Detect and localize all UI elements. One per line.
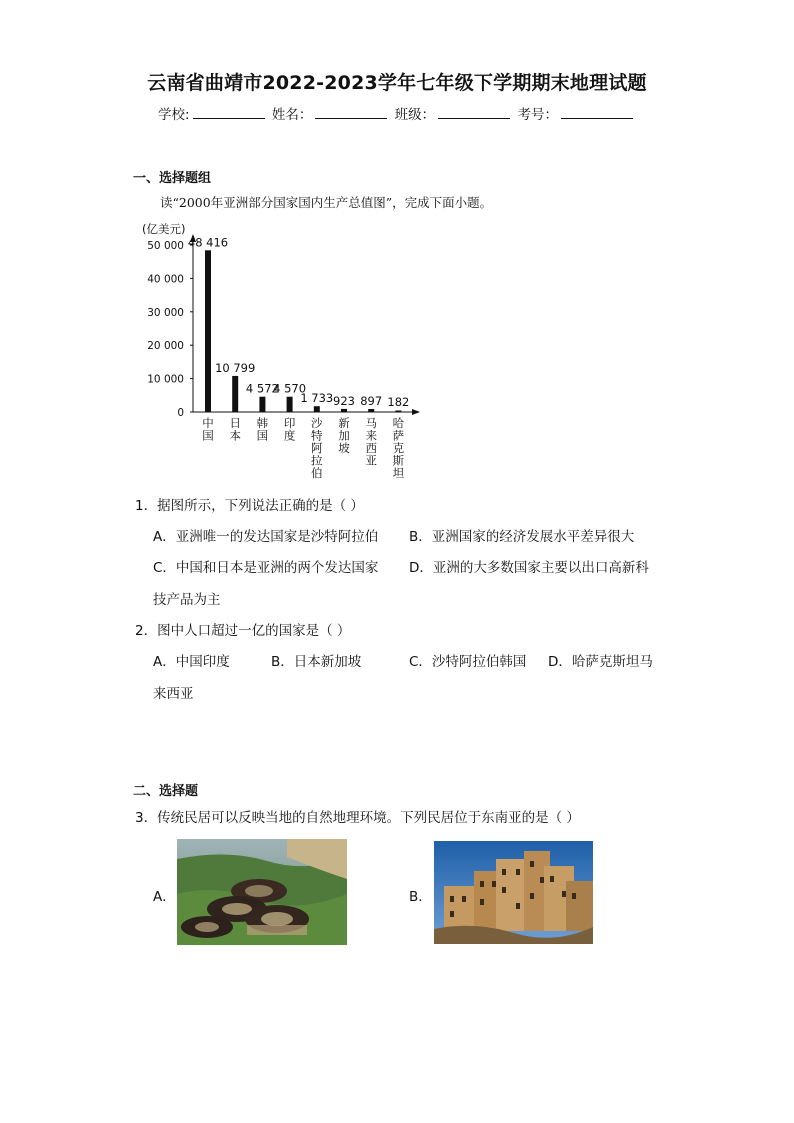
q1-option-d-continued: 技产品为主 [153,592,221,608]
q2-option-c[interactable]: C．沙特阿拉伯韩国 [409,654,527,670]
name-blank[interactable] [315,106,387,119]
school-blank[interactable] [193,106,265,119]
page-title: 云南省曲靖市2022-2023学年七年级下学期期末地理试题 [147,72,647,94]
question-3-stem: 3．传统民居可以反映当地的自然地理环境。下列民居位于东南亚的是（ ） [135,810,580,826]
x-category-char: 特 [311,428,323,443]
x-category-char: 坡 [338,441,350,455]
school-label: 学校: [158,107,190,123]
bar [259,397,265,412]
x-category-char: 亚 [365,453,377,468]
tower-houses-image [434,841,593,944]
y-tick-label: 0 [177,407,184,419]
q3-option-a-label[interactable]: A． [153,889,176,905]
x-category-char: 马 [365,416,377,430]
x-category-char: 印 [283,416,296,430]
stone-tower-houses-photo[interactable] [434,841,593,944]
x-category-char: 加 [338,428,350,443]
bar [368,409,374,412]
question-1-stem: 1．据图所示，下列说法正确的是（ ） [135,498,364,514]
chart-unit-label: (亿美元) [142,222,186,236]
bar [314,406,320,412]
y-tick-label: 50 000 [147,240,184,252]
bar-value-label: 182 [387,395,410,409]
q3-option-b-label[interactable]: B． [409,889,432,905]
x-category-char: 韩 [256,416,269,430]
bar [287,397,293,412]
q2-option-d[interactable]: D．哈萨克斯坦马 [548,654,653,670]
q2-option-a[interactable]: A．中国印度 [153,654,230,670]
x-category-char: 克 [392,441,405,455]
bar-value-label: 10 799 [215,360,256,375]
chart-root [142,222,420,480]
bar-value-label: 923 [333,393,355,408]
section-heading-1: 一、选择题组 [133,171,212,186]
x-category-char: 西 [365,441,377,455]
name-label: 姓名： [271,107,313,123]
x-category-char: 伯 [311,466,323,480]
class-blank[interactable] [438,106,510,119]
tulou-image [177,839,347,945]
q2-option-b[interactable]: B．日本新加坡 [271,654,362,670]
bar-value-label: 1 733 [300,391,334,406]
bar-value-label: 4 572 [245,381,279,396]
x-category-char: 新 [338,416,350,430]
x-category-char: 本 [229,428,241,443]
x-axis-arrow [412,409,420,415]
q1-option-b[interactable]: B．亚洲国家的经济发展水平差异很大 [409,529,635,545]
q2-option-d-continued: 来西亚 [153,686,194,702]
bar [205,250,211,412]
bar [232,376,238,412]
y-tick-label: 30 000 [147,306,184,319]
bar [395,411,401,413]
tulou-photo[interactable] [177,839,347,945]
x-category-char: 国 [256,428,269,443]
q1-option-d[interactable]: D．亚洲的大多数国家主要以出口高新科 [409,560,649,576]
number-label: 考号： [517,107,558,123]
student-info-line [0,103,794,123]
y-tick-label: 20 000 [147,340,184,353]
x-category-char: 度 [283,428,296,443]
y-tick-label: 10 000 [147,373,184,386]
q1-option-c[interactable]: C．中国和日本是亚洲的两个发达国家 [153,560,379,576]
x-category-char: 阿 [311,441,323,455]
x-category-char: 国 [202,428,214,443]
bar-value-label: 897 [360,394,383,409]
q1-option-a[interactable]: A．亚洲唯一的发达国家是沙特阿拉伯 [153,529,379,545]
x-category-char: 日 [229,416,241,430]
x-category-char: 哈 [392,416,405,430]
x-category-char: 来 [365,428,377,443]
bar [341,409,347,412]
section-heading-2: 二、选择题 [133,784,199,799]
question-group-intro: 读“2000年亚洲部分国家国内生产总值图”，完成下面小题。 [160,195,493,210]
bar-value-label: 4 570 [273,381,307,396]
x-category-char: 萨 [392,428,405,443]
x-category-char: 拉 [311,453,323,468]
gdp-bar-chart [130,220,430,488]
number-blank[interactable] [561,106,633,119]
x-category-char: 中 [202,416,214,430]
bar-value-label: 48 416 [187,235,229,250]
y-tick-label: 40 000 [147,273,184,286]
x-category-char: 斯 [392,453,405,468]
question-2-stem: 2．图中人口超过一亿的国家是（ ） [135,623,351,639]
class-label: 班级： [394,107,436,123]
x-category-char: 坦 [392,466,405,480]
x-category-char: 沙 [311,416,323,430]
